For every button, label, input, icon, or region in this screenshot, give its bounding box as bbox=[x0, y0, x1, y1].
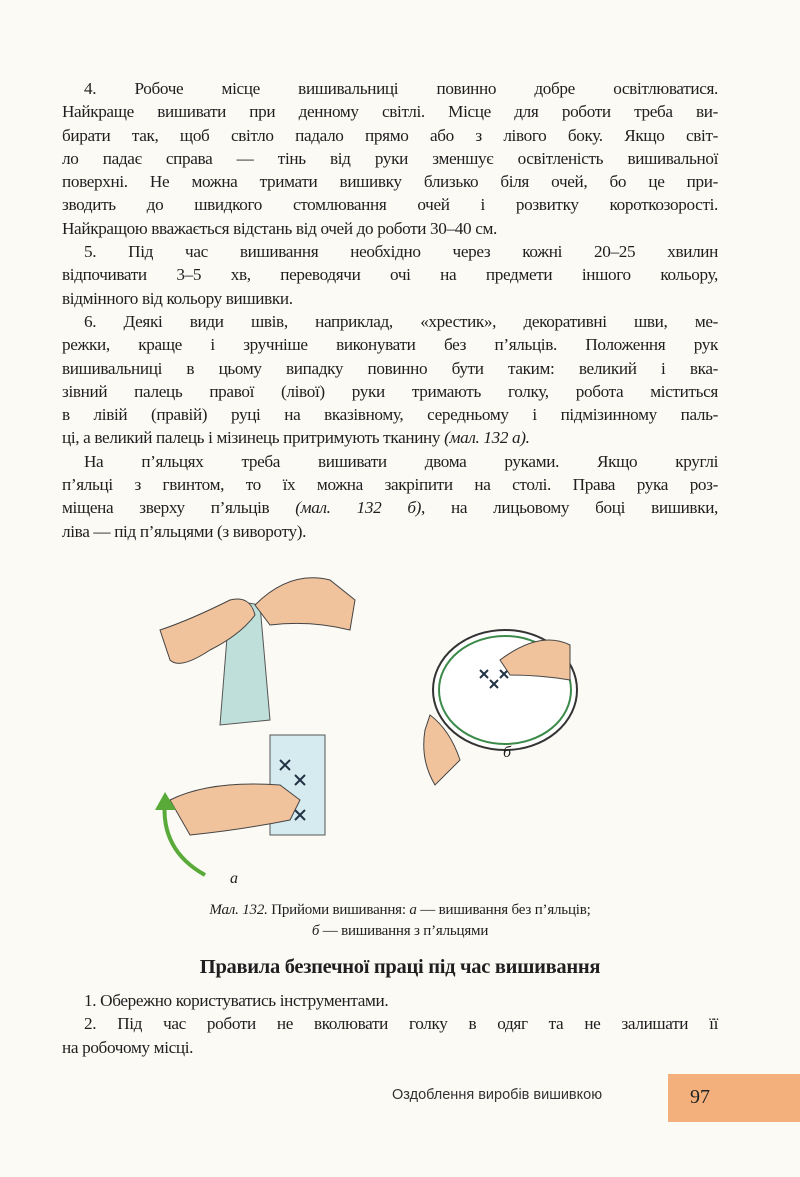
caption-text: — вишивання з п’яльцями bbox=[319, 923, 489, 939]
text-line: зводить до швидкого стомлювання очей і розвитку короткозорості. bbox=[62, 195, 718, 215]
text-line: Найкраще вишивати при денному світлі. Місце для роботи треба ви- bbox=[62, 102, 718, 122]
text-line: 5. Під час вишивання необхідно через кожні 20–25 хвилин bbox=[84, 242, 718, 262]
text-line: 6. Деякі види швів, наприклад, «хрестик», декоративні шви, ме- bbox=[84, 311, 718, 331]
page-number: 97 bbox=[690, 1086, 710, 1108]
text-line: поверхні. Не можна тримати вишивку близько біля очей, бо це при- bbox=[62, 172, 718, 192]
figure-a-bottom-hand bbox=[155, 735, 325, 875]
text-line: ліва — під п’яльцями (з вивороту). bbox=[62, 521, 307, 541]
text-line: ло падає справа — тінь від руки зменшує освітленість вишивальної bbox=[62, 148, 718, 168]
figure-b-hoop bbox=[424, 630, 577, 785]
paragraph-4 bbox=[62, 77, 718, 543]
caption-text: Прийоми вишивання: bbox=[267, 902, 410, 918]
text-line: режки, краще і зручніше виконувати без п’яльців. Положення рук bbox=[62, 335, 718, 355]
text-line: вишивальниці в цьому випадку повинно бути таким: великий і вка- bbox=[62, 358, 718, 378]
text-line: міщена зверху п’яльців bbox=[62, 498, 270, 518]
figure-reference: (мал. 132 а). bbox=[444, 428, 530, 448]
caption-text: — вишивання без п’яльців; bbox=[416, 902, 591, 918]
text-line: п’яльці з гвинтом, то їх можна закріпити на столі. Права рука роз- bbox=[62, 475, 718, 495]
text-line: , на лицьовому боці вишивки, bbox=[421, 498, 718, 518]
page-number-tab bbox=[668, 1074, 800, 1122]
section-heading: Правила безпечної праці під час вишивання bbox=[199, 956, 601, 978]
text-line: ці, а великий палець і мізинець притримують тканину bbox=[62, 428, 441, 448]
figure-caption bbox=[0, 900, 800, 942]
text-line: на робочому місці. bbox=[62, 1037, 194, 1057]
caption-a: а bbox=[409, 902, 417, 918]
embroidery-illustration bbox=[150, 560, 620, 885]
running-footer-title: Оздоблення виробів вишивкою bbox=[392, 1087, 603, 1103]
figure-label-b: б bbox=[503, 744, 512, 761]
text-line: зівний палець правої (лівої) руки тримають голку, робота міститься bbox=[62, 381, 718, 401]
text-line: відмінного від кольору вишивки. bbox=[62, 288, 293, 308]
caption-ref: Мал. 132. bbox=[209, 902, 268, 918]
text-line: бирати так, щоб світло падало прямо або з лівого боку. Якщо світ- bbox=[62, 125, 718, 145]
text-line: Найкращою вважається відстань від очей до роботи 30–40 см. bbox=[62, 218, 497, 238]
text-line: На п’яльцях треба вишивати двома руками. Якщо круглі bbox=[84, 451, 718, 471]
text-line: 4. Робоче місце вишивальниці повинно добре освітлюватися. bbox=[84, 79, 718, 98]
text-line: 2. Під час роботи не вколювати голку в одяг та не залишати її bbox=[84, 1014, 718, 1034]
figure-label-a: а bbox=[230, 870, 238, 887]
text-line: відпочивати 3–5 хв, переводячи очі на предмети іншого кольору, bbox=[62, 265, 718, 285]
text-line: в лівій (правій) руці на вказівному, середньому і підмізинному паль- bbox=[62, 405, 718, 425]
text-line: 1. Обережно користуватись інструментами. bbox=[84, 991, 389, 1010]
caption-b: б bbox=[311, 923, 320, 939]
safety-rules bbox=[62, 989, 718, 1059]
figure-a-top-hands bbox=[160, 578, 355, 725]
figure-reference: (мал. 132 б) bbox=[295, 498, 422, 518]
